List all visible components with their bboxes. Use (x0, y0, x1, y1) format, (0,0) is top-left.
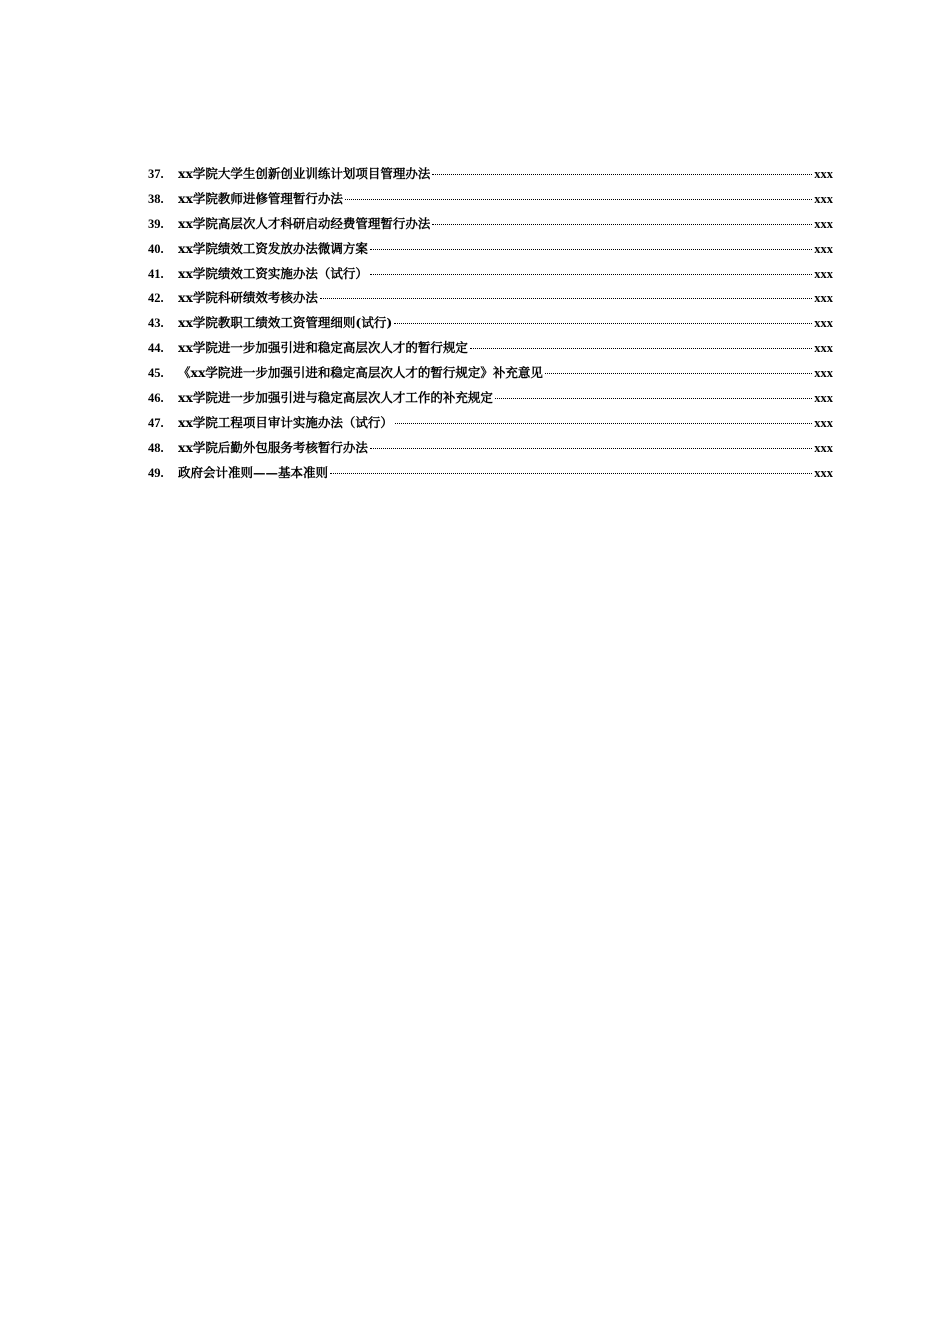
toc-entry-title: xx学院工程项目审计实施办法（试行） (178, 414, 393, 430)
toc-entry-number: 49. (148, 465, 164, 480)
toc-entry[interactable] (148, 237, 833, 262)
toc-entry-number: 37. (148, 167, 164, 181)
toc-entry-number: 40. (148, 241, 164, 256)
toc-entry-page: xxx (814, 191, 833, 206)
toc-entry-number: 39. (148, 216, 164, 231)
dot-leader (395, 423, 812, 424)
toc-entry[interactable] (148, 162, 833, 187)
toc-entry-page: xxx (814, 316, 833, 331)
dot-leader (330, 473, 812, 474)
toc-entry-number: 47. (148, 415, 164, 430)
toc-entry-title: xx学院绩效工资实施办法（试行） (178, 265, 368, 281)
dot-leader (370, 249, 812, 250)
toc-entry[interactable] (148, 212, 833, 237)
dot-leader (345, 199, 812, 200)
toc-entry-title: xx学院绩效工资发放办法微调方案 (178, 240, 368, 256)
toc-entry-title: xx学院大学生创新创业训练计划项目管理办法 (178, 166, 431, 181)
toc-entry-number: 43. (148, 316, 164, 331)
dot-leader (545, 373, 812, 374)
toc-entry[interactable] (148, 286, 833, 311)
dot-leader (370, 274, 812, 275)
toc-entry[interactable] (148, 187, 833, 212)
toc-entry-page: xxx (814, 266, 833, 281)
toc-entry[interactable] (148, 436, 833, 461)
toc-entry-page: xxx (814, 241, 833, 256)
toc-entry-page: xxx (814, 415, 833, 430)
toc-entry-page: xxx (814, 391, 833, 406)
toc-entry-title: xx学院进一步加强引进与稳定高层次人才工作的补充规定 (178, 390, 493, 406)
toc-entry-page: xxx (814, 216, 833, 231)
toc-entry[interactable] (148, 361, 833, 386)
table-of-contents (148, 162, 833, 486)
toc-entry-number: 41. (148, 266, 164, 281)
toc-entry-number: 42. (148, 291, 164, 306)
dot-leader (394, 323, 812, 324)
toc-entry-page: xxx (814, 366, 833, 381)
dot-leader (432, 174, 812, 175)
dot-leader (432, 224, 812, 225)
dot-leader (495, 398, 812, 399)
toc-entry-title: xx学院高层次人才科研启动经费管理暂行办法 (178, 215, 431, 231)
toc-entry[interactable] (148, 311, 833, 336)
toc-entry-title: xx学院进一步加强引进和稳定高层次人才的暂行规定 (178, 340, 468, 356)
dot-leader (370, 448, 812, 449)
toc-entry-title: 《xx学院进一步加强引进和稳定高层次人才的暂行规定》补充意见 (178, 365, 543, 381)
toc-entry[interactable] (148, 386, 833, 411)
toc-entry[interactable] (148, 262, 833, 287)
toc-entry-page: xxx (814, 440, 833, 455)
toc-entry-page: xxx (814, 465, 833, 480)
toc-entry-number: 44. (148, 341, 164, 356)
toc-entry-title: xx学院教职工绩效工资管理细则(试行) (178, 315, 393, 331)
toc-entry-number: 38. (148, 191, 164, 206)
toc-entry-page: xxx (814, 167, 833, 181)
toc-entry-title: xx学院科研绩效考核办法 (178, 290, 318, 306)
toc-entry-number: 48. (148, 440, 164, 455)
dot-leader (320, 298, 812, 299)
toc-entry-page: xxx (814, 341, 833, 356)
toc-entry[interactable] (148, 336, 833, 361)
toc-entry[interactable] (148, 461, 833, 486)
toc-entry-title: xx学院教师进修管理暂行办法 (178, 190, 343, 206)
toc-entry-number: 45. (148, 366, 164, 381)
toc-entry-number: 46. (148, 391, 164, 406)
dot-leader (470, 348, 812, 349)
toc-entry-page: xxx (814, 291, 833, 306)
toc-entry-title: 政府会计准则——基本准则 (178, 464, 329, 480)
toc-entry-title: xx学院后勤外包服务考核暂行办法 (178, 439, 368, 455)
toc-entry[interactable] (148, 411, 833, 436)
